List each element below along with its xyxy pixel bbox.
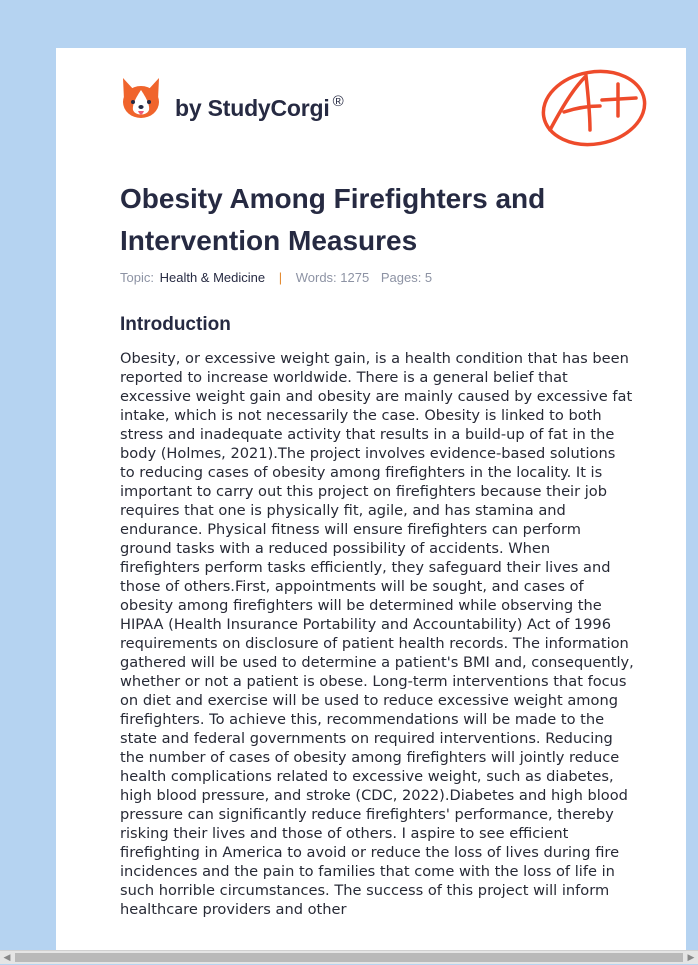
page-count: Pages: 5 [380, 270, 433, 285]
body-paragraph: Obesity, or excessive weight gain, is a health condition that has been reported to increase worldwide. There is a general belief that excessive weight gain and obesity are mainly caused by excessive fat intake, which is not necessarily the case. Obesity is linked to both stress and inadequate activity that results in a build-up of fat in the body (Holmes, 2021).The project involves evidence-based solutions to reducing cases of obesity among firefighters in the locality. It is important to carry out this project on firefighters because their job requires that one is physically fit, agile, and has stamina and endurance. Physical fitness will ensure firefighters can perform ground tasks with a reduced possibility of accidents. When firefighters perform tasks efficiently, they safeguard their lives and those of others.First, appointments will be sought, and cases of obesity among firefighters will be determined while observing the HIPAA (Health Insurance Portability and Accountability) Act of 1996 requirements on disclosure of patient health records. The information gathered will be used to determine a patient's BMI and, consequently, whether or not a patient is obese. Long-term interventions that focus on diet and exercise will be used to reduce excessive weight among firefighters. To achieve this, recommendations will be made to the state and federal governments on required interventions. Reducing the number of cases of obesity among firefighters will jointly reduce health complications related to excessive weight, such as diabetes, high blood pressure, and stroke (CDC, 2022).Diabetes and high blood pressure can significantly reduce firefighters' performance, thereby risking their lives and those of others. I aspire to see efficient firefighting in America to avoid or reduce the loss of lives during fire incidences and the pain to families that come with the loss of life in such horrible circumstances. The success of this project will inform healthcare providers and other [120, 350, 634, 918]
document-title: Obesity Among Firefighters and Intervention Measures [120, 183, 546, 256]
topic-label: Topic: [120, 270, 154, 285]
document-page [56, 48, 686, 950]
scroll-right-arrow-icon[interactable]: ▶ [687, 953, 695, 963]
section-heading-introduction: Introduction [120, 314, 231, 335]
scroll-left-arrow-icon[interactable]: ◀ [3, 953, 11, 963]
meta-separator: | [278, 270, 283, 285]
document-meta [120, 270, 432, 285]
horizontal-scrollbar[interactable] [0, 950, 698, 964]
topic-link[interactable]: Health & Medicine [159, 270, 266, 285]
brand-name[interactable] [175, 95, 343, 122]
brand-text: by StudyCorgi [175, 95, 330, 121]
word-count: Words: 1275 [295, 270, 370, 285]
header [120, 76, 650, 166]
scroll-thumb[interactable] [15, 953, 683, 962]
registered-mark: ® [332, 93, 344, 110]
grade-badge-icon [538, 60, 650, 148]
corgi-logo-icon[interactable] [120, 76, 162, 122]
